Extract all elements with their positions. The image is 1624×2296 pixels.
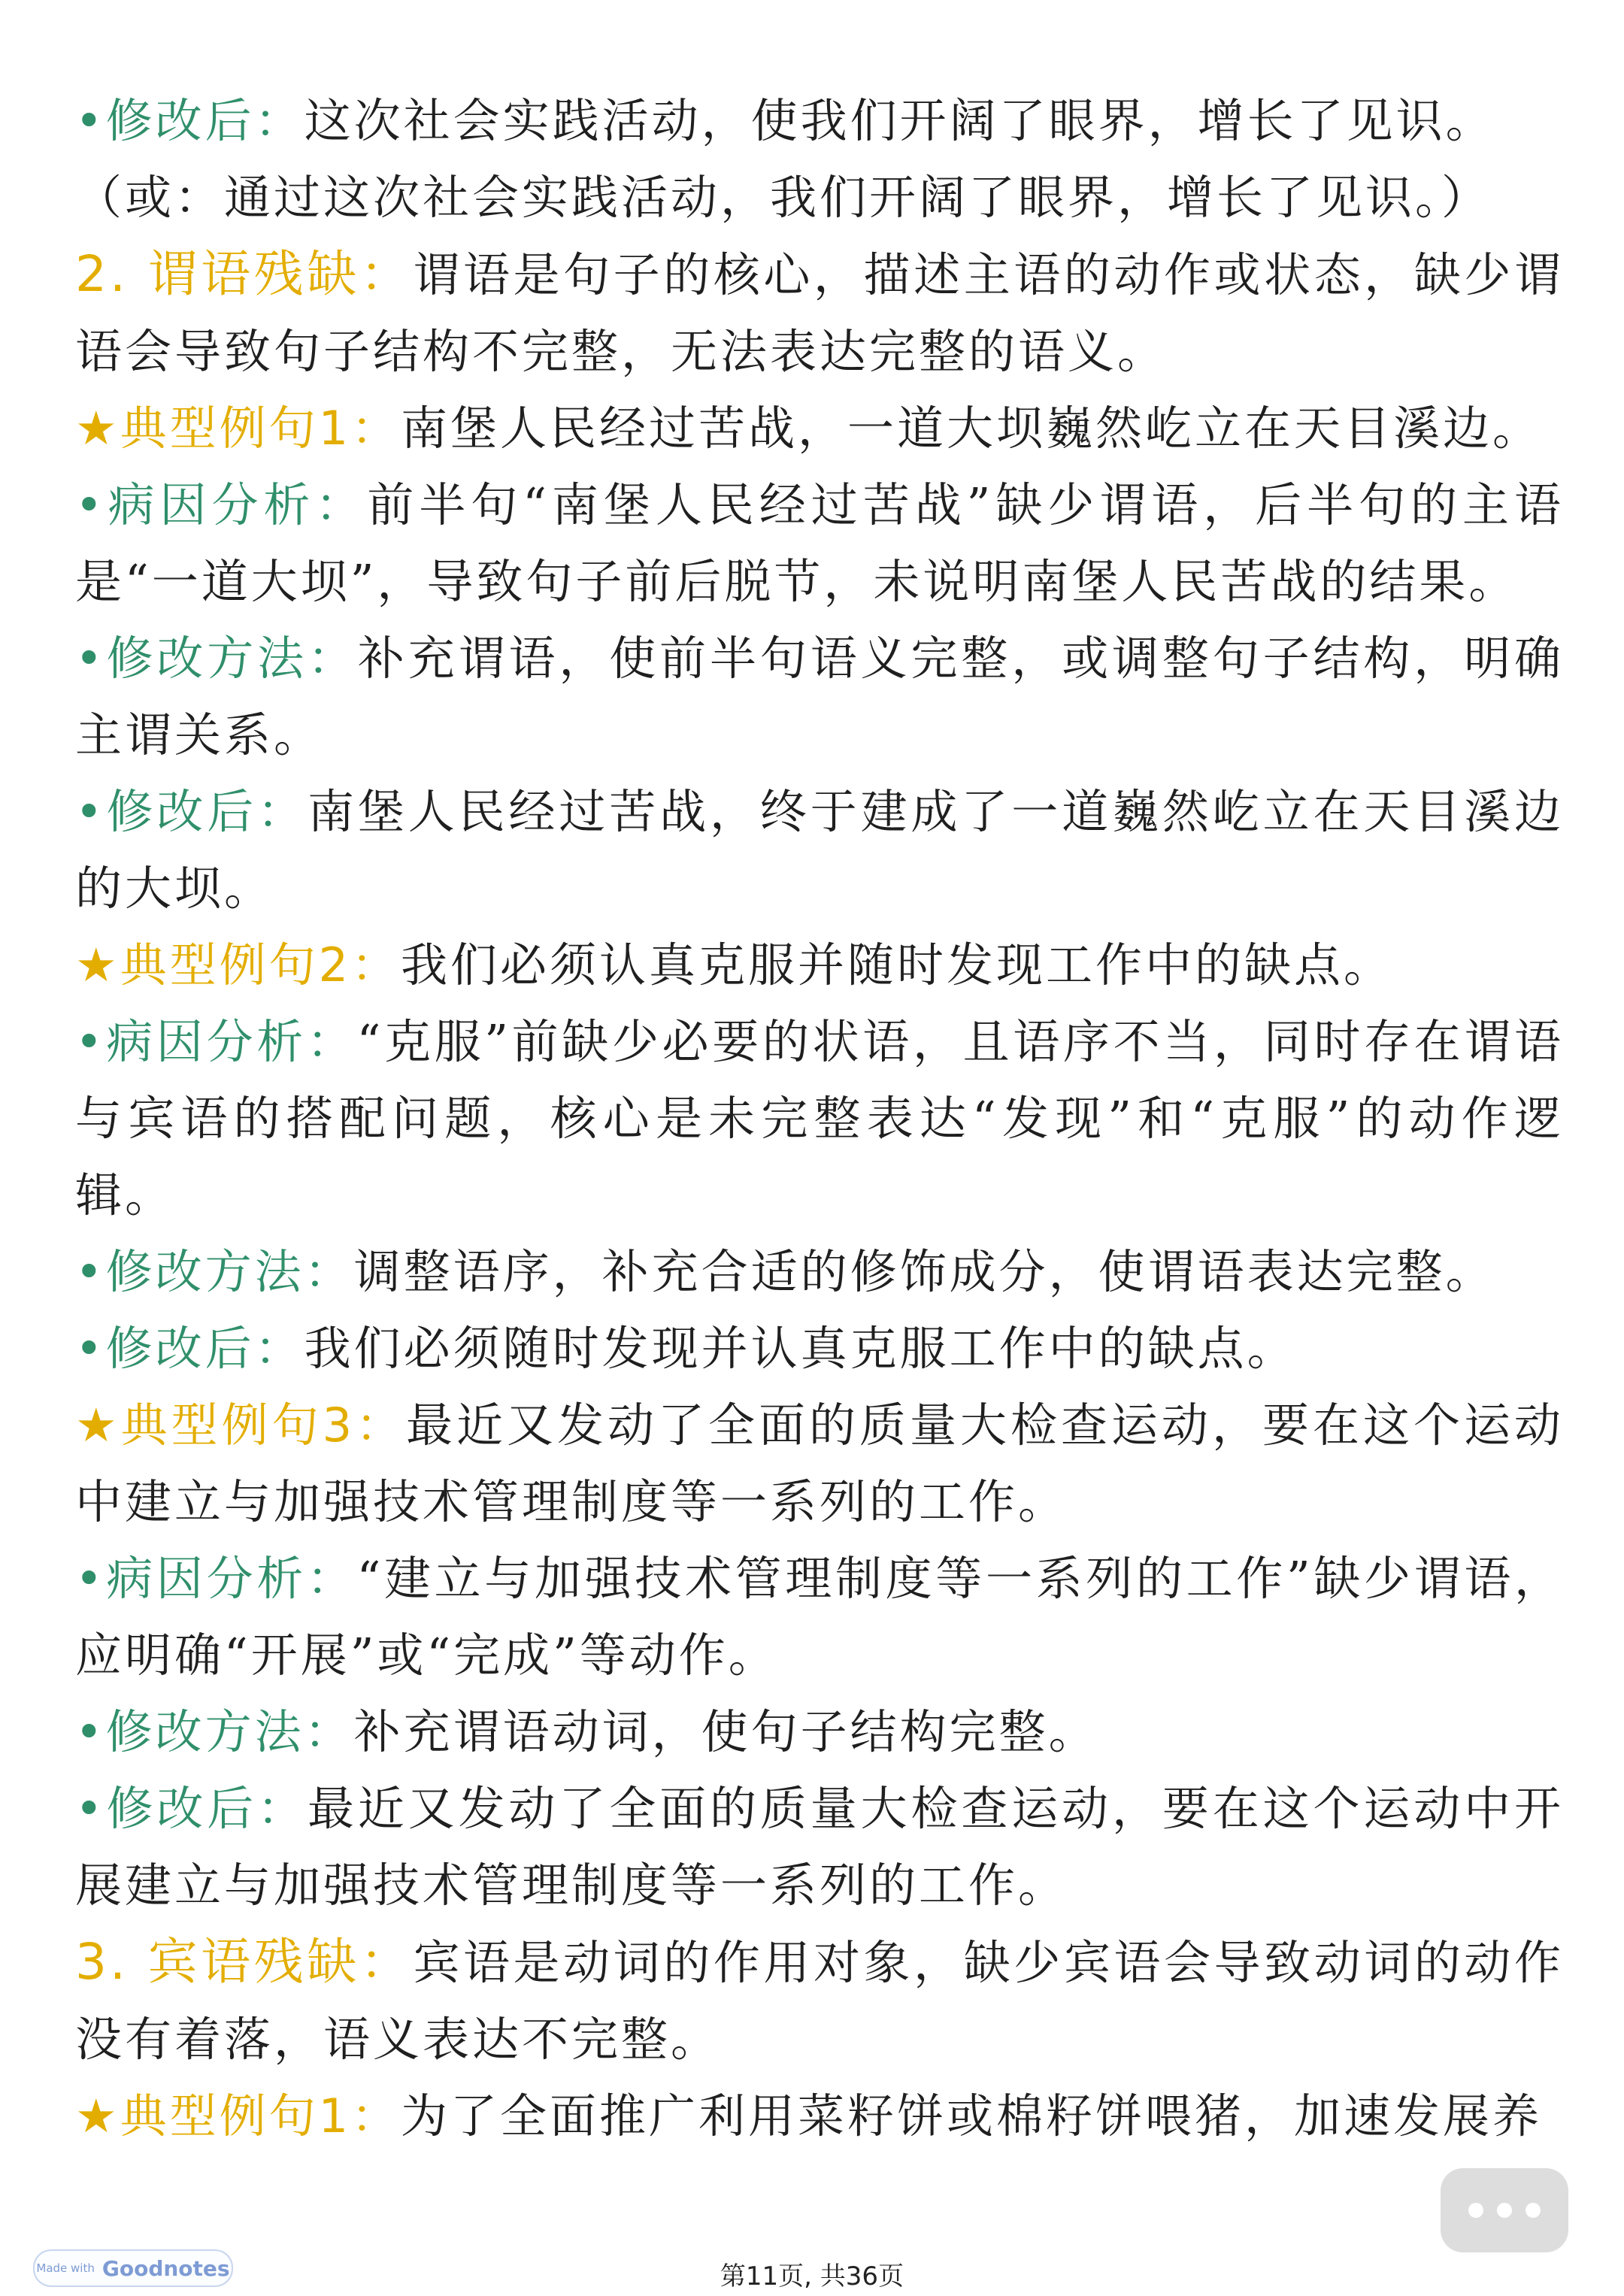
paragraph-revised (75, 1770, 1564, 1924)
paragraph-text: 我们必须随时发现并认真克服工作中的缺点。 (304, 1321, 1297, 1376)
paragraph-text: 调整语序，补充合适的修饰成分，使谓语表达完整。 (353, 1244, 1495, 1299)
dot-icon (1526, 2203, 1541, 2218)
paragraph-label: •病因分析： (75, 1014, 357, 1069)
dot-icon (1497, 2203, 1512, 2218)
paragraph-text: 南堡人民经过苦战，一道大坝巍然屹立在天目溪边。 (401, 401, 1543, 456)
paragraph-label: •病因分析： (75, 477, 368, 532)
paragraph-text: 最近又发动了全面的质量大检查运动，要在这个运动中开展建立与加强技术管理制度等一系列的工作。 (75, 1781, 1564, 1913)
paragraph-alternative (75, 159, 1564, 236)
dot-icon (1468, 2203, 1483, 2218)
paragraph-text: 宾语是动词的作用对象，缺少宾语会导致动词的动作没有着落，语义表达不完整。 (75, 1935, 1564, 2067)
fix-method (75, 620, 1564, 774)
paragraph-revised (75, 774, 1564, 927)
example-sentence (75, 927, 1564, 1004)
section-heading-object (75, 1924, 1564, 2078)
paragraph-label: •修改后： (75, 784, 308, 839)
example-sentence (75, 1387, 1564, 1540)
paragraph-text: 最近又发动了全面的质量大检查运动，要在这个运动中建立与加强技术管理制度等一系列的工作。 (75, 1398, 1564, 1529)
example-label: ★典型例句3： (75, 1398, 407, 1452)
cause-analysis (75, 1004, 1564, 1234)
paragraph-text: 补充谓语动词，使句子结构完整。 (353, 1704, 1098, 1759)
section-label: 2. 谓语残缺： (75, 245, 414, 303)
section-heading-predicate (75, 236, 1564, 390)
paragraph-text: “克服”前缺少必要的状语，且语序不当，同时存在谓语与宾语的搭配问题，核心是未完整表达“发现”和“克服”的动作逻辑。 (75, 1014, 1564, 1222)
example-label: ★典型例句1： (75, 2089, 401, 2143)
cause-analysis (75, 467, 1564, 620)
cause-analysis (75, 1540, 1564, 1694)
made-with-text: Made with (36, 2261, 95, 2275)
paragraph-text: 补充谓语，使前半句语义完整，或调整句子结构，明确主谓关系。 (75, 631, 1564, 762)
paragraph-revised (75, 83, 1564, 159)
example-sentence (75, 2078, 1564, 2155)
paragraph-text: 这次社会实践活动，使我们开阔了眼界，增长了见识。 (304, 93, 1495, 148)
paragraph-text: “建立与加强技术管理制度等一系列的工作”缺少谓语，应明确“开展”或“完成”等动作。 (75, 1551, 1564, 1683)
paragraph-revised (75, 1310, 1564, 1387)
paragraph-text: （或：通过这次社会实践活动，我们开阔了眼界，增长了见识。） (75, 170, 1492, 225)
brand-name: Goodnotes (102, 2255, 230, 2281)
paragraph-label: •病因分析： (75, 1551, 357, 1606)
paragraph-text: 谓语是句子的核心，描述主语的动作或状态，缺少谓语会导致句子结构不完整，无法表达完整的语义。 (75, 247, 1564, 379)
paragraph-text: 前半句“南堡人民经过苦战”缺少谓语，后半句的主语是“一道大坝”，导致句子前后脱节，未说明南堡人民苦战的结果。 (75, 477, 1564, 609)
paragraph-text: 为了全面推广利用菜籽饼或棉籽饼喂猪，加速发展养 (401, 2089, 1543, 2143)
page-number: 第11页, 共36页 (720, 2261, 904, 2291)
paragraph-text: 我们必须认真克服并随时发现工作中的缺点。 (401, 937, 1394, 992)
paragraph-label: •修改方法： (75, 1704, 354, 1759)
example-label: ★典型例句2： (75, 937, 401, 992)
paragraph-label: •修改后： (75, 93, 304, 148)
paragraph-label: •修改方法： (75, 1244, 354, 1299)
paragraph-label: •修改方法： (75, 631, 358, 686)
example-sentence (75, 390, 1564, 467)
note-page (75, 83, 1564, 2155)
paragraph-text: 南堡人民经过苦战，终于建成了一道巍然屹立在天目溪边的大坝。 (75, 784, 1564, 916)
example-label: ★典型例句1： (75, 401, 401, 456)
section-label: 3. 宾语残缺： (75, 1933, 414, 1991)
paragraph-label: •修改后： (75, 1321, 304, 1376)
fix-method (75, 1694, 1564, 1770)
paragraph-label: •修改后： (75, 1781, 308, 1836)
fix-method (75, 1234, 1564, 1310)
more-options-button[interactable] (1441, 2168, 1568, 2252)
